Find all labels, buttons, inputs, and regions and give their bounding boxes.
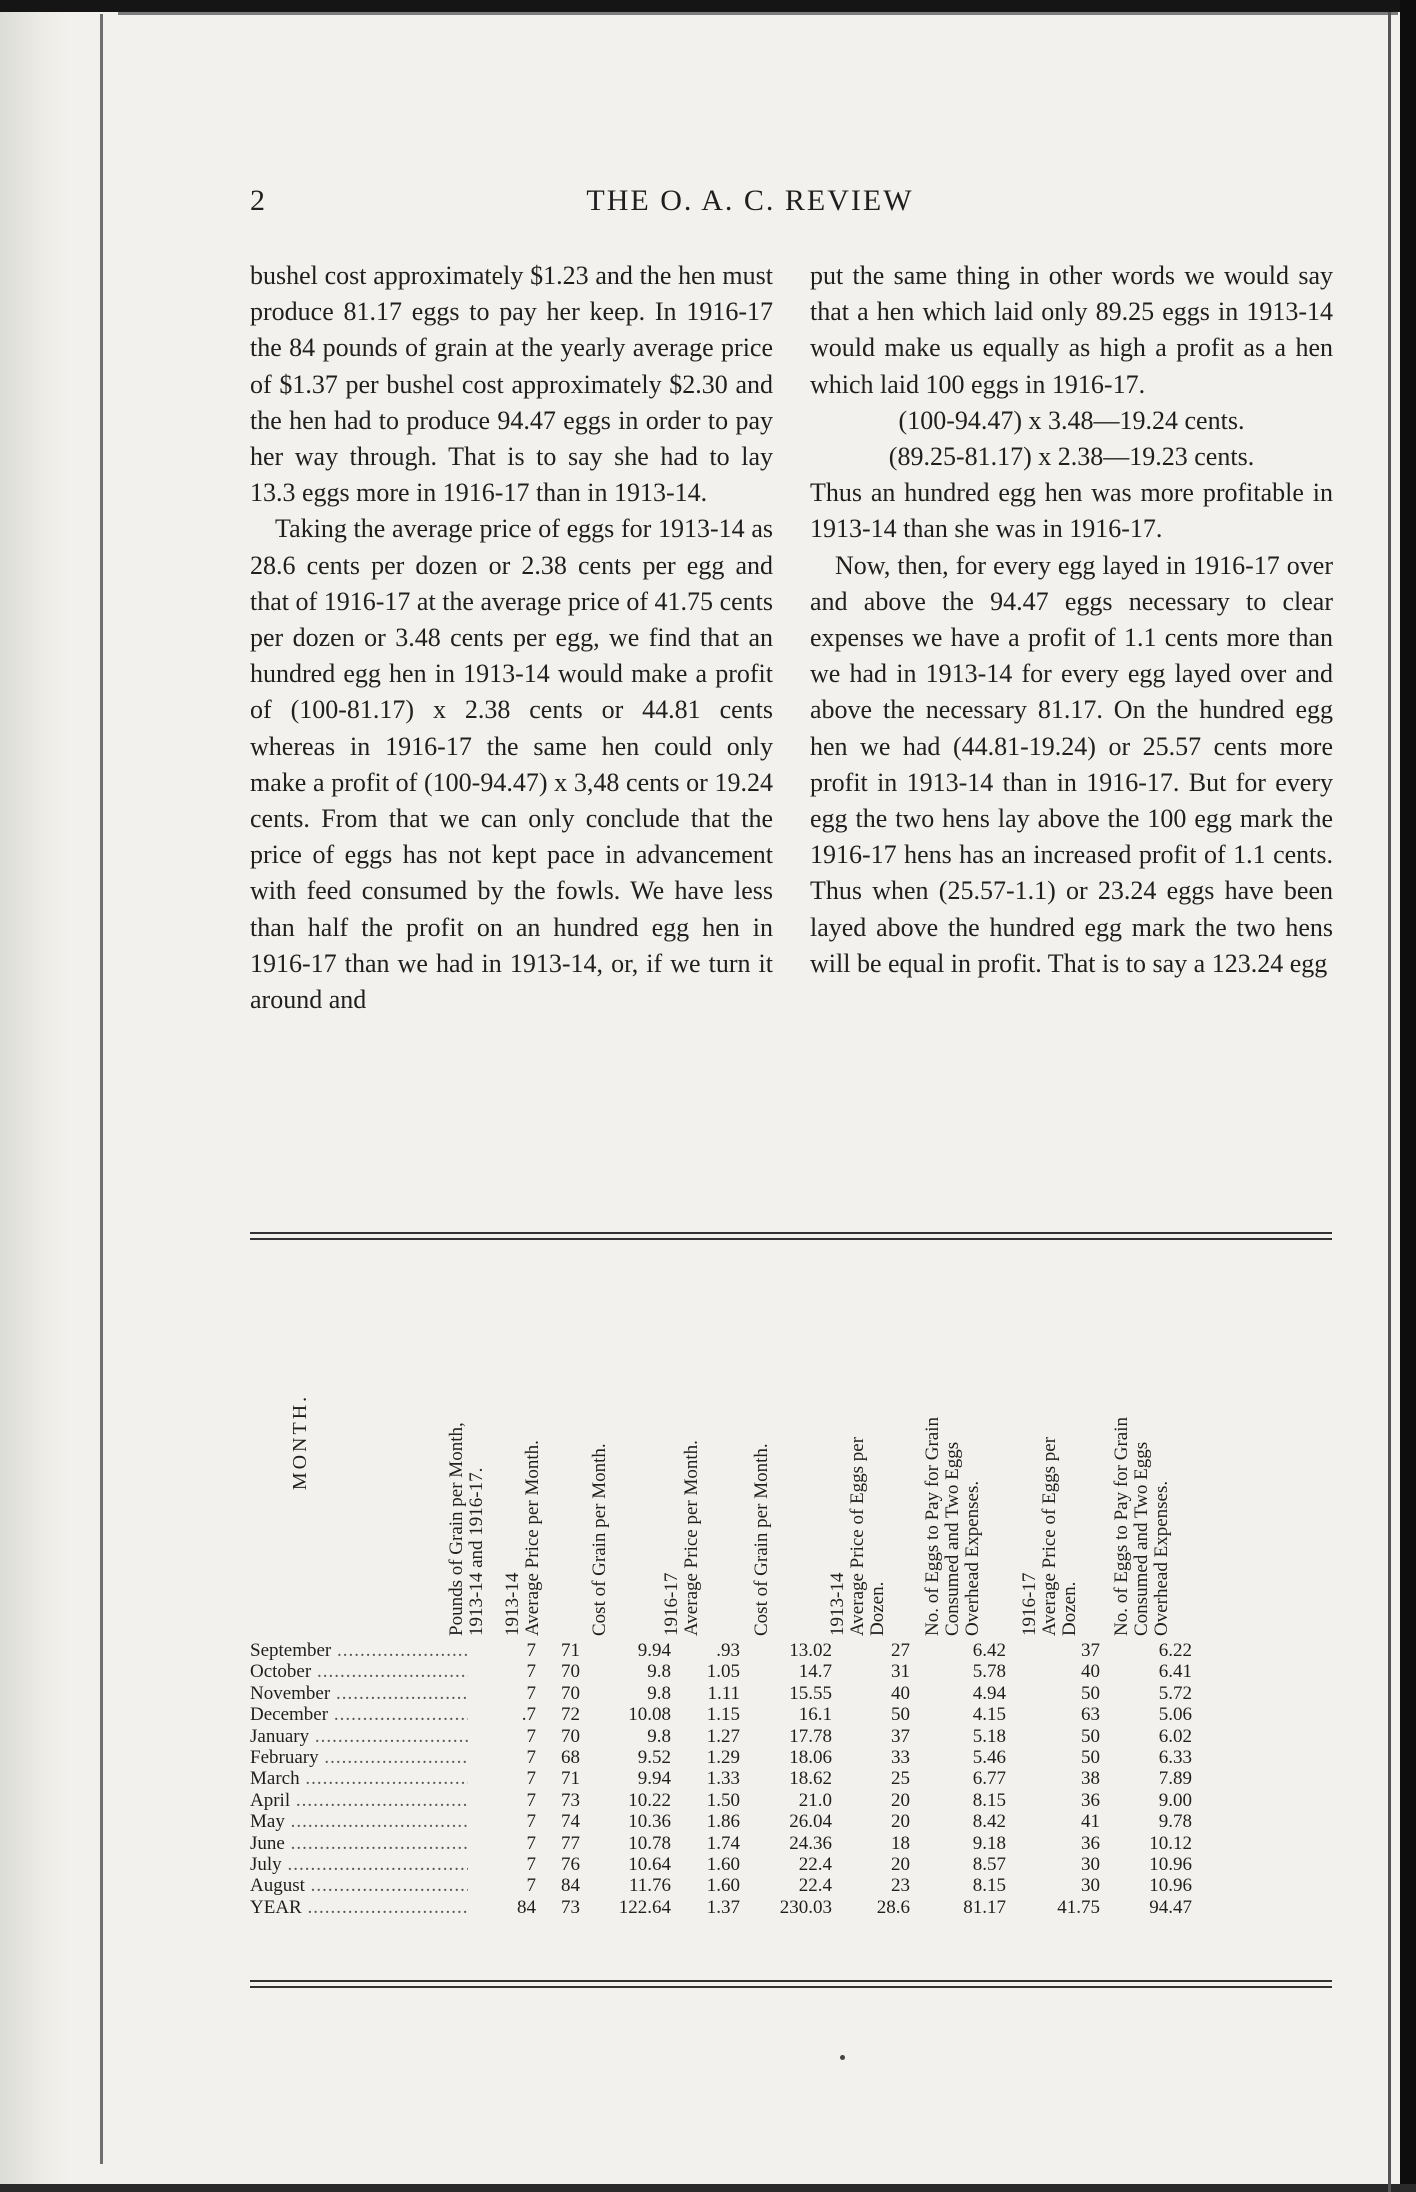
table-cell: 70 bbox=[561, 1725, 580, 1747]
table-cell: 10.78 bbox=[628, 1832, 671, 1854]
table-top-rule bbox=[250, 1232, 1332, 1234]
table-cell: 7 bbox=[526, 1853, 536, 1875]
table-cell: 73 bbox=[561, 1896, 580, 1918]
table-row bbox=[250, 1833, 1332, 1854]
table-cell: 37 bbox=[1081, 1640, 1100, 1661]
table-cell: 7 bbox=[526, 1768, 536, 1790]
table-cell: 1.33 bbox=[706, 1768, 740, 1790]
table-cell: 9.94 bbox=[637, 1768, 671, 1790]
table-cell: 77 bbox=[561, 1832, 580, 1854]
table-cell: 68 bbox=[561, 1746, 580, 1768]
table-cell: 7 bbox=[526, 1682, 536, 1704]
table-cell: 50 bbox=[1081, 1746, 1100, 1768]
table-cell: 7 bbox=[526, 1746, 536, 1768]
table-cell: 1.74 bbox=[706, 1832, 740, 1854]
table-cell: 24.36 bbox=[789, 1832, 832, 1854]
table-cell: 10.22 bbox=[628, 1789, 671, 1811]
table-cell: 6.02 bbox=[1158, 1725, 1192, 1747]
header-1913-14-cost-of-grain: Cost of Grain per Month. bbox=[589, 1443, 610, 1636]
table-row bbox=[250, 1661, 1332, 1682]
table-cell: 230.03 bbox=[779, 1896, 832, 1918]
page-right-edge bbox=[1388, 12, 1391, 2192]
table-cell: 50 bbox=[891, 1704, 910, 1726]
header-1913-14-avg-price: 1913-14 Average Price per Month. bbox=[502, 1440, 543, 1636]
month-name: February ..... bbox=[250, 1747, 468, 1768]
table-cell: 37 bbox=[891, 1725, 910, 1747]
table-cell: 4.94 bbox=[972, 1682, 1006, 1704]
month-name: June ..... bbox=[250, 1833, 468, 1854]
table-cell: 10.96 bbox=[1149, 1875, 1192, 1897]
table-row bbox=[250, 1704, 1332, 1725]
table-cell: 40 bbox=[891, 1682, 910, 1704]
table-cell: 122.64 bbox=[618, 1896, 671, 1918]
table-cell: 1.60 bbox=[706, 1853, 740, 1875]
table-cell: 22.4 bbox=[798, 1875, 832, 1897]
header-1913-14-egg-price: 1913-14 Average Price of Eggs per Dozen. bbox=[827, 1436, 888, 1636]
table-cell: 70 bbox=[561, 1682, 580, 1704]
month-name: March ..... bbox=[250, 1768, 468, 1789]
table-cell: 9.18 bbox=[972, 1832, 1006, 1854]
table-cell: 31 bbox=[891, 1661, 910, 1683]
table-cell: 13.02 bbox=[789, 1640, 832, 1661]
running-title: THE O. A. C. REVIEW bbox=[586, 184, 914, 217]
table-bottom-rule bbox=[250, 1980, 1332, 1982]
paragraph: bushel cost approximately $1.23 and the hen must produce 81.17 eggs to pay her keep. In 1916-17 the 84 pounds of grain at the yearly average price of $1.37 per bushel cost approximately $2.30 and the hen had to produce 94.47 eggs in order to pay her way through. That is to say she had to lay 13.3 eggs more in 1916-17 than in 1913-14. bbox=[250, 261, 773, 508]
table-cell: 26.04 bbox=[789, 1811, 832, 1833]
month-name: November ..... bbox=[250, 1683, 468, 1704]
table-cell: 8.57 bbox=[972, 1853, 1006, 1875]
table-cell: 1.11 bbox=[707, 1682, 740, 1704]
table-cell: 7 bbox=[526, 1640, 536, 1661]
table-cell: 71 bbox=[561, 1768, 580, 1790]
table-cell: 10.64 bbox=[628, 1853, 671, 1875]
header-1916-17-avg-price: 1916-17 Average Price per Month. bbox=[661, 1440, 702, 1636]
table-cell: 76 bbox=[561, 1853, 580, 1875]
page-left-edge bbox=[100, 14, 103, 2164]
header-1913-14-eggs-to-pay: No. of Eggs to Pay for Grain Consumed and Two Eggs Overhead Expenses. bbox=[922, 1417, 983, 1636]
speck bbox=[840, 2055, 845, 2060]
month-name: YEAR ..... bbox=[250, 1897, 468, 1918]
table-cell: 30 bbox=[1081, 1875, 1100, 1897]
header-pounds-of-grain: Pounds of Grain per Month, 1913-14 and 1916-17. bbox=[446, 1422, 487, 1636]
table-cell: .7 bbox=[521, 1704, 536, 1726]
table-cell: 7 bbox=[526, 1811, 536, 1833]
table-cell: 50 bbox=[1081, 1725, 1100, 1747]
table-row bbox=[250, 1640, 1332, 1661]
table-top-rule bbox=[250, 1238, 1332, 1240]
month-name: August ..... bbox=[250, 1875, 468, 1896]
equation: (89.25-81.17) x 2.38—19.23 cents. bbox=[888, 442, 1255, 472]
table-cell: 40 bbox=[1081, 1661, 1100, 1683]
table-cell: 7 bbox=[526, 1832, 536, 1854]
paragraph: Thus an hundred egg hen was more profitable in 1913-14 than she was in 1916-17. bbox=[810, 478, 1333, 544]
left-text-column bbox=[250, 258, 773, 1018]
table-cell: 9.8 bbox=[647, 1682, 671, 1704]
table-cell: 18 bbox=[891, 1832, 910, 1854]
table-cell: 1.50 bbox=[706, 1789, 740, 1811]
table-cell: 71 bbox=[561, 1640, 580, 1661]
table-cell: 10.08 bbox=[628, 1704, 671, 1726]
scan-right-border bbox=[1400, 0, 1416, 2192]
table-cell: 6.22 bbox=[1158, 1640, 1192, 1661]
table-cell: 50 bbox=[1081, 1682, 1100, 1704]
table-cell: 20 bbox=[891, 1789, 910, 1811]
month-name: October ..... bbox=[250, 1661, 468, 1682]
scan-left-shadow bbox=[0, 0, 70, 2192]
table-cell: 7 bbox=[526, 1725, 536, 1747]
header-1916-17-egg-price: 1916-17 Average Price of Eggs per Dozen. bbox=[1019, 1436, 1080, 1636]
month-name: July ..... bbox=[250, 1854, 468, 1875]
table-cell: 7 bbox=[526, 1875, 536, 1897]
right-text-column bbox=[810, 258, 1333, 982]
table-row bbox=[250, 1811, 1332, 1832]
table-cell: 84 bbox=[561, 1875, 580, 1897]
table-cell: 1.86 bbox=[706, 1811, 740, 1833]
table-cell: 9.00 bbox=[1158, 1789, 1192, 1811]
table-cell: 9.8 bbox=[647, 1725, 671, 1747]
table-cell: 9.94 bbox=[637, 1640, 671, 1661]
table-cell: 8.15 bbox=[972, 1789, 1006, 1811]
table-cell: 1.05 bbox=[706, 1661, 740, 1683]
table-cell: 6.33 bbox=[1158, 1746, 1192, 1768]
table-cell: 74 bbox=[561, 1811, 580, 1833]
table-cell: 81.17 bbox=[963, 1896, 1006, 1918]
table-cell: 5.18 bbox=[972, 1725, 1006, 1747]
table-cell: 16.1 bbox=[798, 1704, 832, 1726]
paragraph: Now, then, for every egg layed in 1916-17 over and above the 94.47 eggs necessary to clear expenses we have a profit of 1.1 cents more than we had in 1913-14 for every egg layed over and above the necessary 81.17. On the hundred egg hen we had (44.81-19.24) or 25.57 cents more profit in 1913-14 than in 1916-17. But for every egg the two hens lay above the 100 egg mark the 1916-17 hens has an increased profit of 1.1 cents. Thus when (25.57-1.1) or 23.24 eggs have been layed above the hundred egg mark the two hens will be equal in profit. That is to say a 123.24 egg bbox=[810, 550, 1333, 978]
table-cell: 72 bbox=[561, 1704, 580, 1726]
table-cell: 41.75 bbox=[1057, 1896, 1100, 1918]
table-cell: 20 bbox=[891, 1811, 910, 1833]
table-row bbox=[250, 1747, 1332, 1768]
table-cell: 6.42 bbox=[972, 1640, 1006, 1661]
table-cell: 30 bbox=[1081, 1853, 1100, 1875]
table-cell: 6.77 bbox=[972, 1768, 1006, 1790]
table-cell: 5.72 bbox=[1158, 1682, 1192, 1704]
table-cell: 5.06 bbox=[1158, 1704, 1192, 1726]
table-row bbox=[250, 1683, 1332, 1704]
table-row bbox=[250, 1790, 1332, 1811]
month-name: May ..... bbox=[250, 1811, 468, 1832]
page-number: 2 bbox=[250, 184, 265, 217]
page-header bbox=[130, 184, 1370, 234]
table-cell: 63 bbox=[1081, 1704, 1100, 1726]
table-cell: 38 bbox=[1081, 1768, 1100, 1790]
table-cell: 36 bbox=[1081, 1832, 1100, 1854]
table-cell: 15.55 bbox=[789, 1682, 832, 1704]
header-1916-17-cost-of-grain: Cost of Grain per Month. bbox=[751, 1443, 772, 1636]
paragraph: Taking the average price of eggs for 1913-14 as 28.6 cents per dozen or 2.38 cents per egg and that of 1916-17 at the average price of 41.75 cents per dozen or 3.48 cents per egg, we find that an hundred egg hen in 1913-14 would make a profit of (100-81.17) x 2.38 cents or 44.81 cents whereas in 1916-17 the same hen could only make a profit of (100-94.47) x 3,48 cents or 19.24 cents. From that we can only conclude that the price of eggs has not kept pace in advancement with feed consumed by the fowls. We have less than half the profit on an hundred egg hen in 1916-17 than we had in 1913-14, or, if we turn it around and bbox=[250, 514, 773, 1015]
table-cell: 18.06 bbox=[789, 1746, 832, 1768]
table-row bbox=[250, 1726, 1332, 1747]
header-1916-17-eggs-to-pay: No. of Eggs to Pay for Grain Consumed and Two Eggs Overhead Expenses. bbox=[1111, 1417, 1172, 1636]
table-cell: 10.12 bbox=[1149, 1832, 1192, 1854]
table-row bbox=[250, 1768, 1332, 1789]
table-cell: 25 bbox=[891, 1768, 910, 1790]
table-cell: 28.6 bbox=[876, 1896, 910, 1918]
table-cell: 7.89 bbox=[1158, 1768, 1192, 1790]
table-cell: 33 bbox=[891, 1746, 910, 1768]
table-cell: 8.15 bbox=[972, 1875, 1006, 1897]
table-cell: 6.41 bbox=[1158, 1661, 1192, 1683]
table-cell: 1.15 bbox=[706, 1704, 740, 1726]
table-row bbox=[250, 1897, 1332, 1918]
table-cell: 8.42 bbox=[972, 1811, 1006, 1833]
month-name: April ..... bbox=[250, 1790, 468, 1811]
table-cell: 17.78 bbox=[789, 1725, 832, 1747]
table-cell: 94.47 bbox=[1149, 1896, 1192, 1918]
header-month: MONTH. bbox=[289, 1393, 311, 1491]
table-cell: 84 bbox=[517, 1896, 536, 1918]
table-cell: 1.27 bbox=[706, 1725, 740, 1747]
table-row bbox=[250, 1854, 1332, 1875]
table-cell: 9.52 bbox=[637, 1746, 671, 1768]
table-header bbox=[250, 1248, 1332, 1636]
table-cell: 9.8 bbox=[647, 1661, 671, 1683]
table-cell: .93 bbox=[716, 1640, 740, 1661]
table-cell: 1.60 bbox=[706, 1875, 740, 1897]
month-name: January ..... bbox=[250, 1726, 468, 1747]
table-cell: 21.0 bbox=[798, 1789, 832, 1811]
table-cell: 22.4 bbox=[798, 1853, 832, 1875]
document-page bbox=[130, 0, 1370, 2192]
table-cell: 7 bbox=[526, 1661, 536, 1683]
table-cell: 36 bbox=[1081, 1789, 1100, 1811]
month-name: December ..... bbox=[250, 1704, 468, 1725]
table-cell: 9.78 bbox=[1158, 1811, 1192, 1833]
paragraph: put the same thing in other words we would say that a hen which laid only 89.25 eggs in 1913-14 would make us equally as high a profit as a hen which laid 100 eggs in 1916-17. bbox=[810, 261, 1333, 399]
table-cell: 10.36 bbox=[628, 1811, 671, 1833]
table-cell: 1.29 bbox=[706, 1746, 740, 1768]
table-cell: 5.78 bbox=[972, 1661, 1006, 1683]
table-cell: 41 bbox=[1081, 1811, 1100, 1833]
table-row bbox=[250, 1875, 1332, 1896]
table-cell: 5.46 bbox=[972, 1746, 1006, 1768]
table-cell: 18.62 bbox=[789, 1768, 832, 1790]
table-cell: 23 bbox=[891, 1875, 910, 1897]
table-cell: 7 bbox=[526, 1789, 536, 1811]
table-cell: 4.15 bbox=[972, 1704, 1006, 1726]
table-cell: 14.7 bbox=[798, 1661, 832, 1683]
table-cell: 10.96 bbox=[1149, 1853, 1192, 1875]
table-cell: 70 bbox=[561, 1661, 580, 1683]
table-body bbox=[250, 1640, 1332, 1918]
table-cell: 73 bbox=[561, 1789, 580, 1811]
month-name: September ..... bbox=[250, 1640, 468, 1661]
table-cell: 11.76 bbox=[628, 1875, 671, 1897]
table-bottom-rule bbox=[250, 1986, 1332, 1988]
table-cell: 1.37 bbox=[706, 1896, 740, 1918]
table-cell: 27 bbox=[891, 1640, 910, 1661]
table-cell: 20 bbox=[891, 1853, 910, 1875]
equation: (100-94.47) x 3.48—19.24 cents. bbox=[898, 405, 1245, 435]
